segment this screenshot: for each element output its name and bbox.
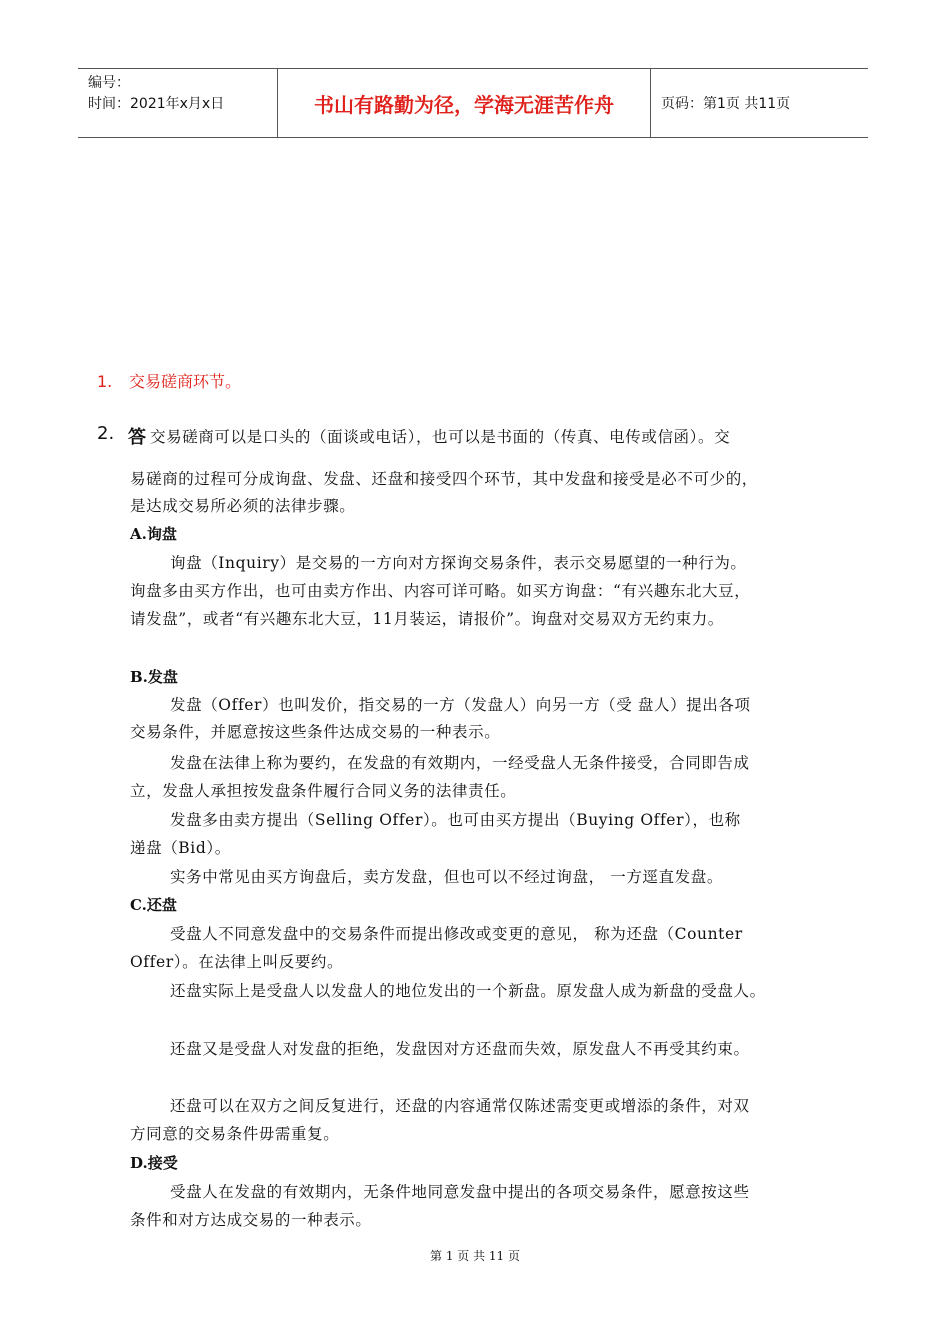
intro-line-2: 易磋商的过程可分成询盘、发盘、还盘和接受四个环节，其中发盘和接受是必不可少的， <box>130 470 758 488</box>
section-c-line-2: Offer）。在法律上叫反要约。 <box>130 953 344 971</box>
section-b-line-3: 发盘在法律上称为要约，在发盘的有效期内，一经受盘人无条件接受，合同即告成 <box>170 754 750 772</box>
section-d-heading: D.接受 <box>130 1154 178 1172</box>
list-item-1-text: 交易磋商环节。 <box>129 372 242 391</box>
list-item-2-number: 2. <box>97 423 115 444</box>
section-b-line-7: 实务中常见由买方询盘后，卖方发盘，但也可以不经过询盘， 一方逕直发盘。 <box>170 868 723 886</box>
page-header <box>78 68 868 138</box>
list-item-1 <box>97 369 241 392</box>
section-c-line-5: 还盘可以在双方之间反复进行，还盘的内容通常仅陈述需变更或增添的条件，对双 <box>170 1097 750 1115</box>
page-footer <box>0 1247 950 1264</box>
intro-line-1: 交易磋商可以是口头的（面谈或电话），也可以是书面的（传真、电传或信函）。交 <box>150 428 731 446</box>
code-label: 编号： <box>88 75 130 91</box>
section-d-line-1: 受盘人在发盘的有效期内，无条件地同意发盘中提出的各项交易条件，愿意按这些 <box>170 1183 750 1201</box>
section-c-line-3: 还盘实际上是受盘人以发盘人的地位发出的一个新盘。原发盘人成为新盘的受盘人。 <box>170 982 766 1000</box>
section-b-line-2: 交易条件，并愿意按这些条件达成交易的一种表示。 <box>130 723 501 741</box>
intro-line-3: 是达成交易所必须的法律步骤。 <box>130 497 356 515</box>
list-item-2-lead: 答 <box>128 427 146 448</box>
section-a-line-3: 请发盘”，或者“有兴趣东北大豆，11月装运，请报价”。询盘对交易双方无约束力。 <box>130 610 724 628</box>
section-a-heading: A.询盘 <box>130 525 177 543</box>
section-c-heading: C.还盘 <box>130 896 177 914</box>
section-c-line-4: 还盘又是受盘人对发盘的拒绝，发盘因对方还盘而失效，原发盘人不再受其约束。 <box>170 1040 750 1058</box>
list-item-1-number: 1. <box>97 372 113 391</box>
section-a-line-1: 询盘（Inquiry）是交易的一方向对方探询交易条件，表示交易愿望的一种行为。 <box>170 554 747 572</box>
section-c-line-6: 方同意的交易条件毋需重复。 <box>130 1125 340 1143</box>
section-b-line-1: 发盘（Offer）也叫发价，指交易的一方（发盘人）向另一方（受 盘人）提出各项 <box>170 696 751 714</box>
time-label: 时间：2021年x月x日 <box>88 96 225 112</box>
section-c-line-1: 受盘人不同意发盘中的交易条件而提出修改或变更的意见， 称为还盘（Counter <box>170 925 743 943</box>
section-b-line-5: 发盘多由卖方提出（Selling Offer）。也可由买方提出（Buying Offer），也称 <box>170 811 741 829</box>
section-b-line-6: 递盘（Bid）。 <box>130 839 231 857</box>
header-motto: 书山有路勤为径，学海无涯苦作舟 <box>278 69 651 137</box>
header-page-info: 页码：第1页 共11页 <box>661 96 791 112</box>
section-a-line-2: 询盘多由买方作出，也可由卖方作出、内容可详可略。如买方询盘：“有兴趣东北大豆， <box>130 582 751 600</box>
header-meta <box>78 69 278 137</box>
footer-page-number: 第 1 页 共 11 页 <box>430 1249 520 1263</box>
section-d-line-2: 条件和对方达成交易的一种表示。 <box>130 1211 372 1229</box>
section-b-line-4: 立，发盘人承担按发盘条件履行合同义务的法律责任。 <box>130 782 517 800</box>
section-b-heading: B.发盘 <box>130 668 178 686</box>
